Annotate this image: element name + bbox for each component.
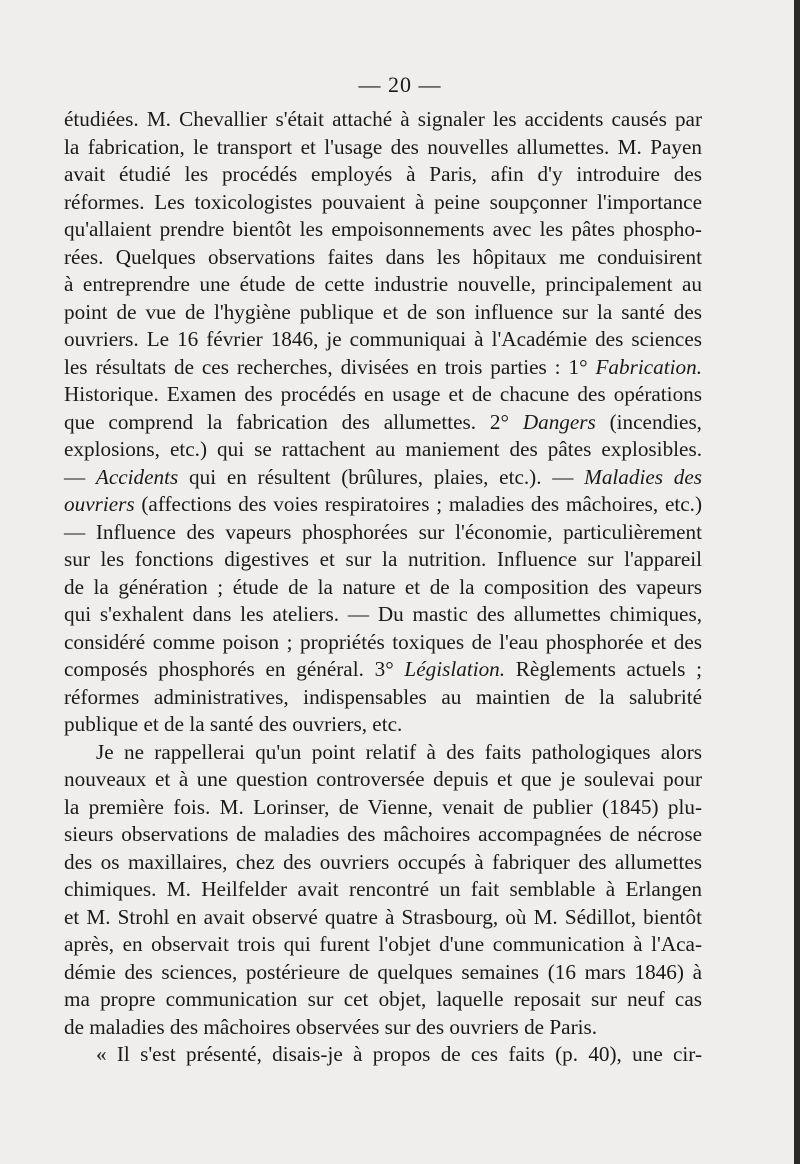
text-line: nouveaux et à une question controversée depuis et que je soulevai pour bbox=[64, 767, 702, 791]
text-line: ouvriers. Le 16 février 1846, je communiquai à l'Académie des sciences bbox=[64, 327, 702, 351]
text-line: que comprend la fabrication des allumettes. 2° Dangers (incendies, bbox=[64, 409, 702, 434]
text-line: composés phosphorés en général. 3° Législation. Règlements actuels ; bbox=[64, 657, 702, 681]
text-line: la première fois. M. Lorinser, de Vienne, venait de publier (1845) plu- bbox=[64, 794, 702, 819]
text-line: les résultats de ces recherches, divisées en trois parties : 1° Fabrication. bbox=[64, 354, 702, 379]
body-text bbox=[64, 106, 702, 1069]
text-line: ma propre communication sur cet objet, laquelle reposait sur neuf cas bbox=[64, 987, 702, 1011]
page-edge-shadow bbox=[794, 0, 800, 1164]
text-line: à entreprendre une étude de cette industrie nouvelle, principalement au bbox=[64, 272, 702, 296]
text-line: et M. Strohl en avait observé quatre à Strasbourg, où M. Sédillot, bientôt bbox=[64, 904, 702, 929]
page-number: — 20 — bbox=[358, 72, 442, 97]
text-line: étudiées. M. Chevallier s'était attaché à signaler les accidents causés par bbox=[64, 107, 702, 131]
text-line: sur les fonctions digestives et sur la nutrition. Influence sur l'appareil bbox=[64, 547, 702, 571]
text-line: de maladies des mâchoires observées sur des ouvriers de Paris. bbox=[64, 1014, 598, 1039]
text-line: « Il s'est présenté, disais-je à propos de ces faits (p. 40), une cir- bbox=[96, 1042, 702, 1066]
text-line: sieurs observations de maladies des mâchoires accompagnées de nécrose bbox=[64, 822, 702, 846]
text-line: — Accidents qui en résultent (brûlures, plaies, etc.). — Maladies des bbox=[64, 464, 702, 489]
text-line: rées. Quelques observations faites dans les hôpitaux me conduisirent bbox=[64, 244, 702, 269]
text-line: Je ne rappellerai qu'un point relatif à des faits pathologiques alors bbox=[96, 739, 702, 764]
text-line: qu'allaient prendre bientôt les empoisonnements avec les pâtes phospho- bbox=[64, 217, 702, 241]
text-line: réformes. Les toxicologistes pouvaient à peine soupçonner l'importance bbox=[64, 189, 702, 214]
text-line: avait étudié les procédés employés à Paris, afin d'y introduire des bbox=[64, 162, 702, 186]
text-line: ouvriers (affections des voies respiratoires ; maladies des mâchoires, etc.) bbox=[64, 492, 702, 516]
text-line: — Influence des vapeurs phosphorées sur l'économie, particulièrement bbox=[64, 519, 702, 544]
text-line: chimiques. M. Heilfelder avait rencontré un fait semblable à Erlangen bbox=[64, 877, 702, 901]
text-line: des os maxillaires, chez des ouvriers occupés à fabriquer des allumettes bbox=[64, 849, 702, 874]
text-line: après, en observait trois qui furent l'objet d'une communication à l'Aca- bbox=[64, 932, 702, 956]
text-line: démie des sciences, postérieure de quelques semaines (16 mars 1846) à bbox=[64, 959, 702, 984]
text-line: Historique. Examen des procédés en usage et de chacune des opérations bbox=[64, 382, 702, 406]
text-line: considéré comme poison ; propriétés toxiques de l'eau phosphorée et des bbox=[64, 629, 702, 654]
text-line: la fabrication, le transport et l'usage des nouvelles allumettes. M. Payen bbox=[64, 134, 702, 159]
text-line: explosions, etc.) qui se rattachent au maniement des pâtes explosibles. bbox=[64, 437, 702, 461]
text-line: publique et de la santé des ouvriers, etc. bbox=[64, 712, 403, 736]
text-line: de la génération ; étude de la nature et de la composition des vapeurs bbox=[64, 574, 702, 599]
text-line: qui s'exhalent dans les ateliers. — Du mastic des allumettes chimiques, bbox=[64, 602, 702, 626]
text-line: point de vue de l'hygiène publique et de son influence sur la santé des bbox=[64, 299, 702, 324]
text-line: réformes administratives, indispensables au maintien de la salubrité bbox=[64, 684, 702, 709]
